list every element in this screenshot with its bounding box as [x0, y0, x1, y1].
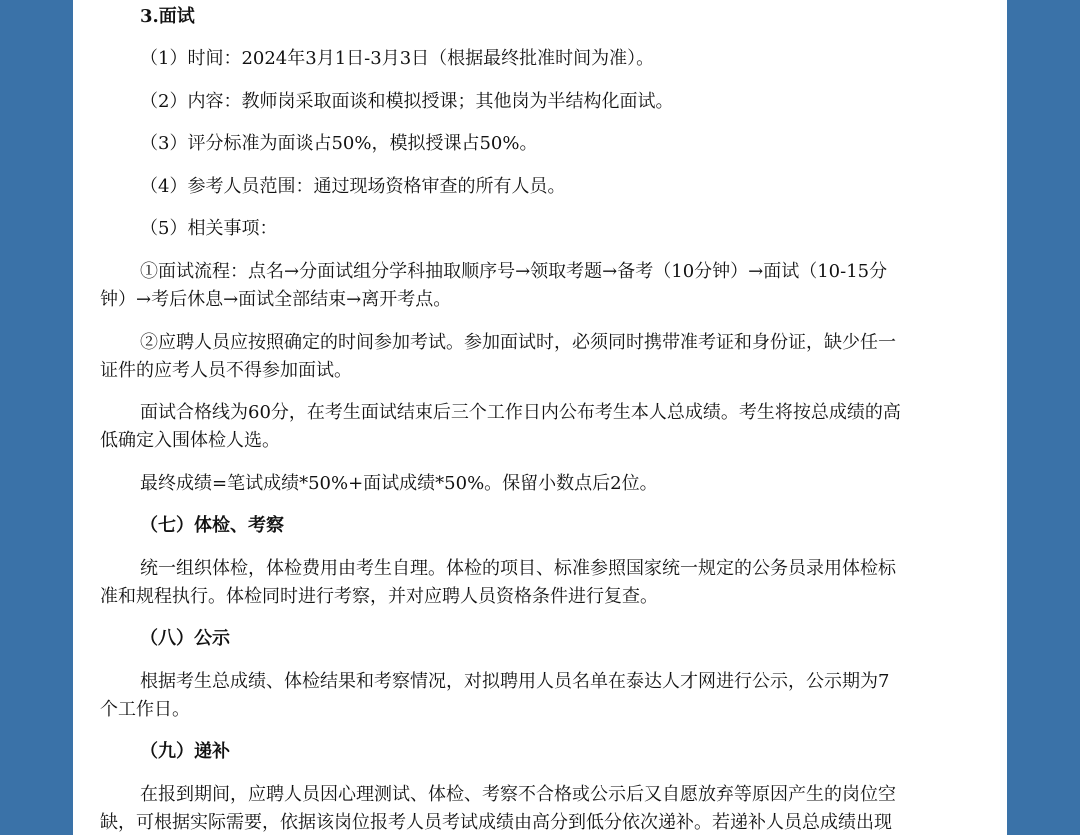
paragraph-physical-exam-line2: 准和规程执行。体检同时进行考察，并对应聘人员资格条件进行复查。 — [100, 586, 658, 607]
paragraph-final-score: 最终成绩=笔试成绩*50%+面试成绩*50%。保留小数点后2位。 — [140, 473, 658, 494]
document-page — [73, 0, 1007, 835]
list-item-related-matters: （5）相关事项： — [140, 218, 278, 239]
list-item-scope: （4）参考人员范围：通过现场资格审查的所有人员。 — [140, 176, 566, 197]
paragraph-physical-exam-line1: 统一组织体检，体检费用由考生自理。体检的项目、标准参照国家统一规定的公务员录用体检标 — [140, 558, 896, 579]
list-item-time: （1）时间：2024年3月1日-3月3日（根据最终批准时间为准）。 — [140, 48, 655, 69]
section-title-nine: （九）递补 — [140, 741, 230, 762]
list-item-content: （2）内容：教师岗采取面谈和模拟授课；其他岗为半结构化面试。 — [140, 91, 674, 112]
paragraph-replacement-line2: 缺，可根据实际需要，依据该岗位报考人员考试成绩由高分到低分依次递补。若递补人员总成绩出现 — [100, 812, 892, 833]
section-title-eight: （八）公示 — [140, 628, 230, 649]
paragraph-interview-process-line2: 钟）→考后休息→面试全部结束→离开考点。 — [100, 289, 452, 310]
paragraph-attendance-line1: ②应聘人员应按照确定的时间参加考试。参加面试时，必须同时携带准考证和身份证，缺少任一 — [140, 332, 896, 353]
paragraph-replacement-line1: 在报到期间，应聘人员因心理测试、体检、考察不合格或公示后又自愿放弃等原因产生的岗位空 — [140, 784, 896, 805]
paragraph-interview-process-line1: ①面试流程：点名→分面试组分学科抽取顺序号→领取考题→备考（10分钟）→面试（10-15分 — [140, 261, 888, 282]
paragraph-publicity-line2: 个工作日。 — [100, 699, 190, 720]
list-item-scoring: （3）评分标准为面谈占50%，模拟授课占50%。 — [140, 133, 538, 154]
section-heading-interview: 3.面试 — [140, 6, 195, 27]
section-title-seven: （七）体检、考察 — [140, 515, 284, 536]
paragraph-pass-line-line2: 低确定入围体检人选。 — [100, 430, 280, 451]
paragraph-publicity-line1: 根据考生总成绩、体检结果和考察情况，对拟聘用人员名单在泰达人才网进行公示，公示期为7 — [140, 671, 890, 692]
paragraph-attendance-line2: 证件的应考人员不得参加面试。 — [100, 360, 352, 381]
paragraph-pass-line-line1: 面试合格线为60分，在考生面试结束后三个工作日内公布考生本人总成绩。考生将按总成绩的高 — [140, 402, 901, 423]
